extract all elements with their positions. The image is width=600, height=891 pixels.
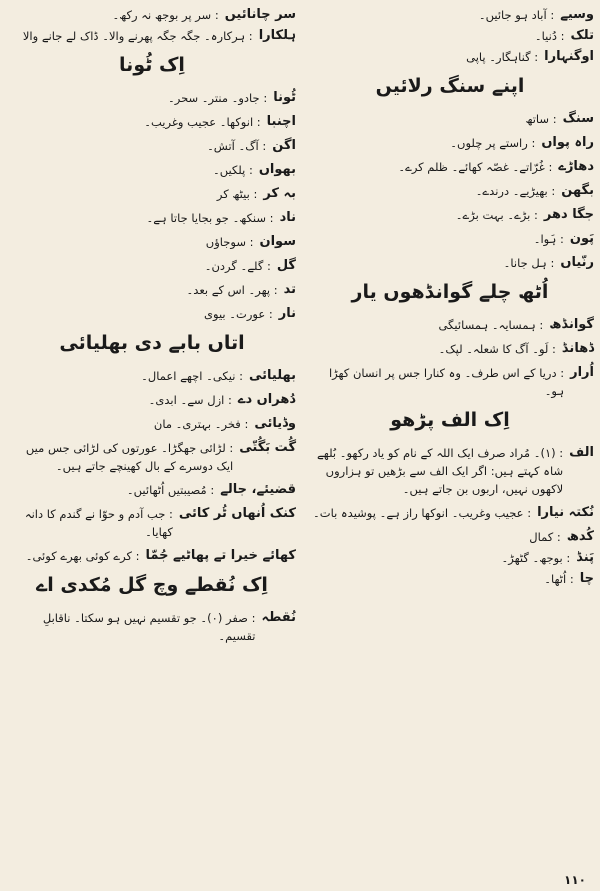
entry-gloss: : لڑائی جھگڑا۔ عورتوں کی لڑائی جس میں ایک دوسرے کے بال کھینچے جاتے ہیں۔ bbox=[25, 441, 234, 473]
entry-word: تلک bbox=[570, 28, 594, 43]
entry-gloss: : اُٹھا۔ bbox=[544, 572, 574, 586]
entry-word: پَون bbox=[569, 231, 594, 246]
entry bbox=[306, 364, 594, 400]
entry bbox=[306, 254, 594, 272]
entry bbox=[306, 6, 594, 24]
entry-gloss: : آگ۔ آتش۔ bbox=[207, 139, 267, 153]
entry bbox=[306, 316, 594, 334]
entry-gloss: : ہَوا۔ bbox=[533, 232, 564, 246]
entry bbox=[306, 230, 594, 248]
entry-gloss: : ہل جانا۔ bbox=[503, 256, 555, 270]
entry-word: وسیے bbox=[560, 7, 594, 22]
entry bbox=[8, 609, 296, 645]
entry-word: اوگنہارا bbox=[544, 49, 594, 64]
entry bbox=[8, 257, 296, 275]
entry bbox=[8, 209, 296, 227]
entry bbox=[306, 549, 594, 567]
entry bbox=[8, 415, 296, 433]
entry-word: اچنبا bbox=[266, 114, 296, 129]
entry-gloss: : عورت۔ بیوی bbox=[204, 307, 273, 321]
entry bbox=[8, 281, 296, 299]
entry bbox=[306, 444, 594, 498]
entry-gloss: : (۱)۔ مُراد صرف ایک اللہ کے نام کو یاد رکھو۔ بُلھے شاہ کہتے ہیں: اگر ایک الف سے بڑھیں تو ہزاروں لاکھوں نہیں، اربوں بن جاتے ہیں۔ bbox=[317, 446, 564, 496]
entry bbox=[8, 505, 296, 541]
entry-word: نُکتہ نیارا bbox=[537, 505, 594, 520]
entry-word: وڈیائی bbox=[254, 416, 296, 431]
entry-gloss: : گناہگار۔ پاپی bbox=[466, 50, 539, 64]
entry bbox=[8, 6, 296, 24]
entry-word: دُھراں دے bbox=[237, 392, 296, 407]
entry-word: سنگ bbox=[562, 111, 594, 126]
entry-gloss: : فخر۔ بہتری۔ مان bbox=[153, 417, 249, 431]
entry-word: اگن bbox=[272, 138, 296, 153]
entry-word: الف bbox=[569, 445, 594, 460]
entry bbox=[306, 504, 594, 522]
entry-gloss: : لَو۔ آگ کا شعلہ۔ لپک۔ bbox=[438, 342, 556, 356]
entry-word: کُدھ bbox=[566, 529, 594, 544]
entry-gloss: : عجیب وغریب۔ انوکھا راز ہے۔ پوشیدہ بات۔ bbox=[313, 506, 532, 520]
entry-gloss: : پھر۔ اس کے بعد۔ bbox=[186, 283, 278, 297]
entry bbox=[8, 161, 296, 179]
entry-gloss: : راستے پر چلوں۔ bbox=[450, 136, 536, 150]
section-heading: اِک الف پڑھو bbox=[390, 409, 510, 431]
entry-word: نار bbox=[278, 306, 296, 321]
entry-word: تد bbox=[283, 282, 296, 297]
entry-gloss: : دریا کے اس طرف۔ وہ کنارا جس پر انسان کھڑا ہو۔ bbox=[328, 366, 565, 398]
entry bbox=[306, 134, 594, 152]
entry bbox=[306, 340, 594, 358]
entry-word: ٹُونا bbox=[273, 90, 296, 105]
entry-word: نُقطہ bbox=[261, 610, 296, 625]
entry-gloss: : سر پر بوجھ نہ رکھ۔ bbox=[112, 8, 219, 22]
entry bbox=[306, 27, 594, 45]
entry bbox=[306, 158, 594, 176]
entry bbox=[306, 48, 594, 66]
entry bbox=[8, 89, 296, 107]
entry bbox=[8, 233, 296, 251]
section-heading: اپنے سنگ رلائیں bbox=[375, 75, 525, 97]
entry bbox=[8, 137, 296, 155]
entry bbox=[8, 27, 296, 45]
entry bbox=[306, 570, 594, 588]
entry-gloss: : بڑے۔ بہت بڑے۔ bbox=[455, 208, 538, 222]
section-heading: اِک ٹُونا bbox=[119, 54, 185, 76]
entry bbox=[8, 367, 296, 385]
entry-gloss: : ساتھ bbox=[525, 112, 557, 126]
entry bbox=[8, 439, 296, 475]
entry-word: سوان bbox=[259, 234, 296, 249]
entry-word: چا bbox=[579, 571, 594, 586]
entry-gloss: : جب آدم و حوّا نے گندم کا دانہ کھایا۔ bbox=[24, 507, 173, 539]
section-heading: اُٹھ چلے گوانڈھوں یار bbox=[351, 281, 549, 303]
entry-word: جگا دھر bbox=[543, 207, 594, 222]
entry bbox=[306, 182, 594, 200]
entry-gloss: : آباد ہو جائیں۔ bbox=[478, 8, 555, 22]
entry bbox=[8, 185, 296, 203]
entry-word: بھواں bbox=[258, 162, 296, 177]
entry-word: ڈھانڈ bbox=[561, 341, 594, 356]
entry-word: سر چانائیں bbox=[224, 7, 296, 22]
right-column bbox=[306, 6, 594, 591]
entry-gloss: : انوکھا۔ عجیب وغریب۔ bbox=[144, 115, 261, 129]
entry-word: اُرار bbox=[570, 365, 594, 380]
entry-word: کھائے خیرا تے پھاٹیے جُمّا bbox=[145, 548, 296, 563]
entry-gloss: : گلے۔ گردن۔ bbox=[204, 259, 271, 273]
entry-gloss: : نیکی۔ اچھے اعمال۔ bbox=[141, 369, 243, 383]
entry-gloss: : صفر (۰)۔ جو تقسیم نہیں ہو سکتا۔ ناقابلِ تقسیم۔ bbox=[42, 611, 256, 643]
entry-gloss: : بوجھ۔ گٹھڑ۔ bbox=[501, 551, 571, 565]
entry-gloss: : سوجاؤں bbox=[205, 235, 254, 249]
entry-gloss: : ازل سے۔ ابدی۔ bbox=[148, 393, 232, 407]
entry-word: کنک اُنھاں ٹُر کائی bbox=[178, 506, 296, 521]
entry-word: گل bbox=[276, 258, 296, 273]
entry-gloss: : بیٹھ کر bbox=[216, 187, 258, 201]
entry-gloss: : غُرّاتے۔ غصّہ کھائے۔ ظلم کرے۔ bbox=[398, 160, 553, 174]
page-number: ۱۱۰ bbox=[564, 873, 586, 887]
entry bbox=[8, 305, 296, 323]
entry-gloss: : ہمسایہ۔ ہمسائیگی bbox=[438, 318, 544, 332]
entry-word: پَنڈ bbox=[576, 550, 594, 565]
entry-gloss: : بھیڑیے۔ درندے۔ bbox=[475, 184, 556, 198]
entry-word: بہ کر bbox=[263, 186, 296, 201]
entry-gloss: : ہرکارہ۔ جگہ جگہ پھرنے والا۔ ڈاک لے جانے والا bbox=[22, 29, 253, 43]
entry bbox=[8, 391, 296, 409]
section-heading: اتاں بابے دی بھلیائی bbox=[59, 332, 245, 354]
entry bbox=[8, 113, 296, 131]
entry bbox=[306, 206, 594, 224]
entry bbox=[306, 110, 594, 128]
entry bbox=[306, 528, 594, 546]
entry-gloss: : کمال bbox=[529, 530, 561, 544]
entry-word: قضیئے، جالے bbox=[220, 482, 296, 497]
entry-gloss: : پلکیں۔ bbox=[212, 163, 253, 177]
entry-word: ہلکارا bbox=[258, 28, 296, 43]
section-heading: اِک نُقطے وچ گل مُکدی اے bbox=[36, 574, 268, 596]
entry-gloss: : سنکھ۔ جو بجایا جاتا ہے۔ bbox=[146, 211, 274, 225]
entry bbox=[8, 547, 296, 565]
entry-gloss: : دُنیا۔ bbox=[534, 29, 565, 43]
entry-word: گُت بَگُتّی bbox=[239, 440, 296, 455]
entry-word: دھاڑے bbox=[558, 159, 594, 174]
entry-word: ناد bbox=[279, 210, 296, 225]
entry-word: بگھن bbox=[561, 183, 594, 198]
left-column bbox=[8, 6, 296, 651]
entry-word: رنّیاں bbox=[560, 255, 594, 270]
entry-word: راہ پواں bbox=[541, 135, 594, 150]
entry-gloss: : مُصیبتیں اُٹھائیں۔ bbox=[126, 483, 215, 497]
entry-word: بھلیائی bbox=[249, 368, 296, 383]
entry-gloss: : کرے کوئی بھرے کوئی۔ bbox=[25, 549, 140, 563]
entry bbox=[8, 481, 296, 499]
entry-word: گوانڈھ bbox=[549, 317, 594, 332]
entry-gloss: : جادو۔ منتر۔ سحر۔ bbox=[168, 91, 268, 105]
